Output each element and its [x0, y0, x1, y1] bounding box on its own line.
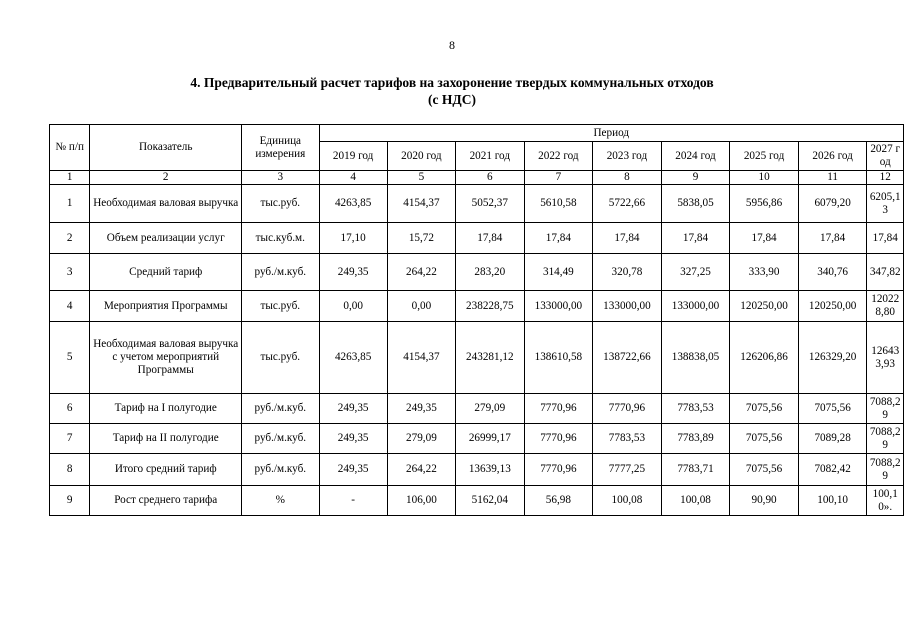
value-cell: 5956,86: [730, 185, 799, 223]
value-cell: 7783,89: [661, 424, 730, 454]
column-number: 5: [387, 171, 455, 185]
value-cell: 15,72: [387, 223, 455, 254]
value-cell: 333,90: [730, 254, 799, 291]
row-unit: тыс.руб.: [242, 185, 319, 223]
value-cell: 56,98: [524, 486, 593, 516]
value-cell: 7075,56: [730, 424, 799, 454]
row-number: 2: [50, 223, 90, 254]
value-cell: 17,84: [661, 223, 730, 254]
table-row: [50, 486, 904, 516]
header-num: № п/п: [50, 125, 90, 171]
value-cell: 7770,96: [593, 394, 662, 424]
header-year: 2020 год: [387, 142, 455, 171]
value-cell: 17,84: [730, 223, 799, 254]
value-cell: 0,00: [319, 291, 387, 322]
value-cell: 133000,00: [593, 291, 662, 322]
column-number: 6: [456, 171, 525, 185]
row-number: 4: [50, 291, 90, 322]
row-number: 7: [50, 424, 90, 454]
value-cell: 138838,05: [661, 322, 730, 394]
row-unit: тыс.руб.: [242, 291, 319, 322]
value-cell: 106,00: [387, 486, 455, 516]
row-indicator: Тариф на I полугодие: [90, 394, 242, 424]
row-unit: руб./м.куб.: [242, 254, 319, 291]
table-row: [50, 291, 904, 322]
row-number: 6: [50, 394, 90, 424]
table-row: [50, 254, 904, 291]
value-cell: 17,84: [798, 223, 867, 254]
row-indicator: Необходимая валовая выручка с учетом мероприятий Программы: [90, 322, 242, 394]
table-row: [50, 185, 904, 223]
value-cell: 7783,53: [661, 394, 730, 424]
value-cell: 238228,75: [456, 291, 525, 322]
header-row-1: [50, 125, 904, 142]
value-cell: 5052,37: [456, 185, 525, 223]
value-cell: 13639,13: [456, 454, 525, 486]
column-number: 4: [319, 171, 387, 185]
value-cell: 320,78: [593, 254, 662, 291]
header-indicator: Показатель: [90, 125, 242, 171]
value-cell: 6079,20: [798, 185, 867, 223]
value-cell: 138722,66: [593, 322, 662, 394]
header-year: 2021 год: [456, 142, 525, 171]
value-cell: 4263,85: [319, 185, 387, 223]
value-cell: 249,35: [319, 454, 387, 486]
value-cell: 7088,29: [867, 394, 904, 424]
value-cell: 126329,20: [798, 322, 867, 394]
row-number: 9: [50, 486, 90, 516]
value-cell: 4154,37: [387, 185, 455, 223]
value-cell: 249,35: [319, 254, 387, 291]
value-cell: 279,09: [387, 424, 455, 454]
header-year: 2027 год: [867, 142, 904, 171]
value-cell: 7075,56: [730, 394, 799, 424]
column-number: 2: [90, 171, 242, 185]
value-cell: 90,90: [730, 486, 799, 516]
column-number: 9: [661, 171, 730, 185]
value-cell: 249,35: [319, 394, 387, 424]
value-cell: 17,84: [524, 223, 593, 254]
column-number: 7: [524, 171, 593, 185]
value-cell: 17,84: [456, 223, 525, 254]
value-cell: 100,10».: [867, 486, 904, 516]
row-unit: %: [242, 486, 319, 516]
value-cell: 5162,04: [456, 486, 525, 516]
value-cell: 7770,96: [524, 454, 593, 486]
value-cell: 120250,00: [798, 291, 867, 322]
row-unit: руб./м.куб.: [242, 454, 319, 486]
value-cell: 17,84: [867, 223, 904, 254]
value-cell: 126206,86: [730, 322, 799, 394]
column-number: 10: [730, 171, 799, 185]
header-year: 2023 год: [593, 142, 662, 171]
value-cell: 6205,13: [867, 185, 904, 223]
value-cell: 133000,00: [524, 291, 593, 322]
row-number: 5: [50, 322, 90, 394]
value-cell: 133000,00: [661, 291, 730, 322]
page-number: 8: [449, 38, 455, 52]
column-number: 3: [242, 171, 319, 185]
value-cell: 26999,17: [456, 424, 525, 454]
value-cell: 243281,12: [456, 322, 525, 394]
header-year: 2026 год: [798, 142, 867, 171]
value-cell: 283,20: [456, 254, 525, 291]
header-period: Период: [319, 125, 904, 142]
value-cell: 5838,05: [661, 185, 730, 223]
value-cell: 100,08: [661, 486, 730, 516]
value-cell: 7783,53: [593, 424, 662, 454]
value-cell: 7082,42: [798, 454, 867, 486]
value-cell: 314,49: [524, 254, 593, 291]
column-number: 11: [798, 171, 867, 185]
section-title-line-1: 4. Предварительный расчет тарифов на захоронение твердых коммунальных отходов: [190, 75, 714, 90]
value-cell: 4154,37: [387, 322, 455, 394]
value-cell: 120250,00: [730, 291, 799, 322]
value-cell: 7770,96: [524, 424, 593, 454]
table-row: [50, 223, 904, 254]
row-unit: тыс.куб.м.: [242, 223, 319, 254]
row-indicator: Мероприятия Программы: [90, 291, 242, 322]
value-cell: 264,22: [387, 454, 455, 486]
value-cell: 7783,71: [661, 454, 730, 486]
value-cell: 5722,66: [593, 185, 662, 223]
value-cell: 7075,56: [730, 454, 799, 486]
table-row: [50, 454, 904, 486]
row-unit: руб./м.куб.: [242, 424, 319, 454]
value-cell: 100,10: [798, 486, 867, 516]
column-number: 1: [50, 171, 90, 185]
value-cell: 17,10: [319, 223, 387, 254]
table-row: [50, 394, 904, 424]
value-cell: 5610,58: [524, 185, 593, 223]
value-cell: 126433,93: [867, 322, 904, 394]
section-title-line-2: (с НДС): [428, 92, 476, 107]
value-cell: 138610,58: [524, 322, 593, 394]
header-row-column-numbers: [50, 171, 904, 185]
value-cell: 279,09: [456, 394, 525, 424]
row-indicator: Тариф на II полугодие: [90, 424, 242, 454]
value-cell: 7777,25: [593, 454, 662, 486]
header-year: 2024 год: [661, 142, 730, 171]
row-indicator: Средний тариф: [90, 254, 242, 291]
value-cell: 100,08: [593, 486, 662, 516]
value-cell: 327,25: [661, 254, 730, 291]
value-cell: 120228,80: [867, 291, 904, 322]
value-cell: 0,00: [387, 291, 455, 322]
value-cell: 4263,85: [319, 322, 387, 394]
header-year: 2019 год: [319, 142, 387, 171]
value-cell: 7770,96: [524, 394, 593, 424]
value-cell: 264,22: [387, 254, 455, 291]
header-year: 2022 год: [524, 142, 593, 171]
column-number: 12: [867, 171, 904, 185]
row-indicator: Рост среднего тарифа: [90, 486, 242, 516]
value-cell: 7089,28: [798, 424, 867, 454]
value-cell: 7075,56: [798, 394, 867, 424]
table-row: [50, 322, 904, 394]
row-unit: тыс.руб.: [242, 322, 319, 394]
value-cell: -: [319, 486, 387, 516]
section-title: [60, 74, 844, 108]
row-indicator: Объем реализации услуг: [90, 223, 242, 254]
value-cell: 249,35: [319, 424, 387, 454]
value-cell: 7088,29: [867, 454, 904, 486]
row-number: 1: [50, 185, 90, 223]
header-year: 2025 год: [730, 142, 799, 171]
value-cell: 17,84: [593, 223, 662, 254]
row-unit: руб./м.куб.: [242, 394, 319, 424]
row-number: 3: [50, 254, 90, 291]
table-row: [50, 424, 904, 454]
row-indicator: Итого средний тариф: [90, 454, 242, 486]
value-cell: 249,35: [387, 394, 455, 424]
value-cell: 7088,29: [867, 424, 904, 454]
tariff-table: [49, 124, 904, 516]
value-cell: 347,82: [867, 254, 904, 291]
header-unit: Единица измерения: [242, 125, 319, 171]
row-number: 8: [50, 454, 90, 486]
column-number: 8: [593, 171, 662, 185]
value-cell: 340,76: [798, 254, 867, 291]
row-indicator: Необходимая валовая выручка: [90, 185, 242, 223]
